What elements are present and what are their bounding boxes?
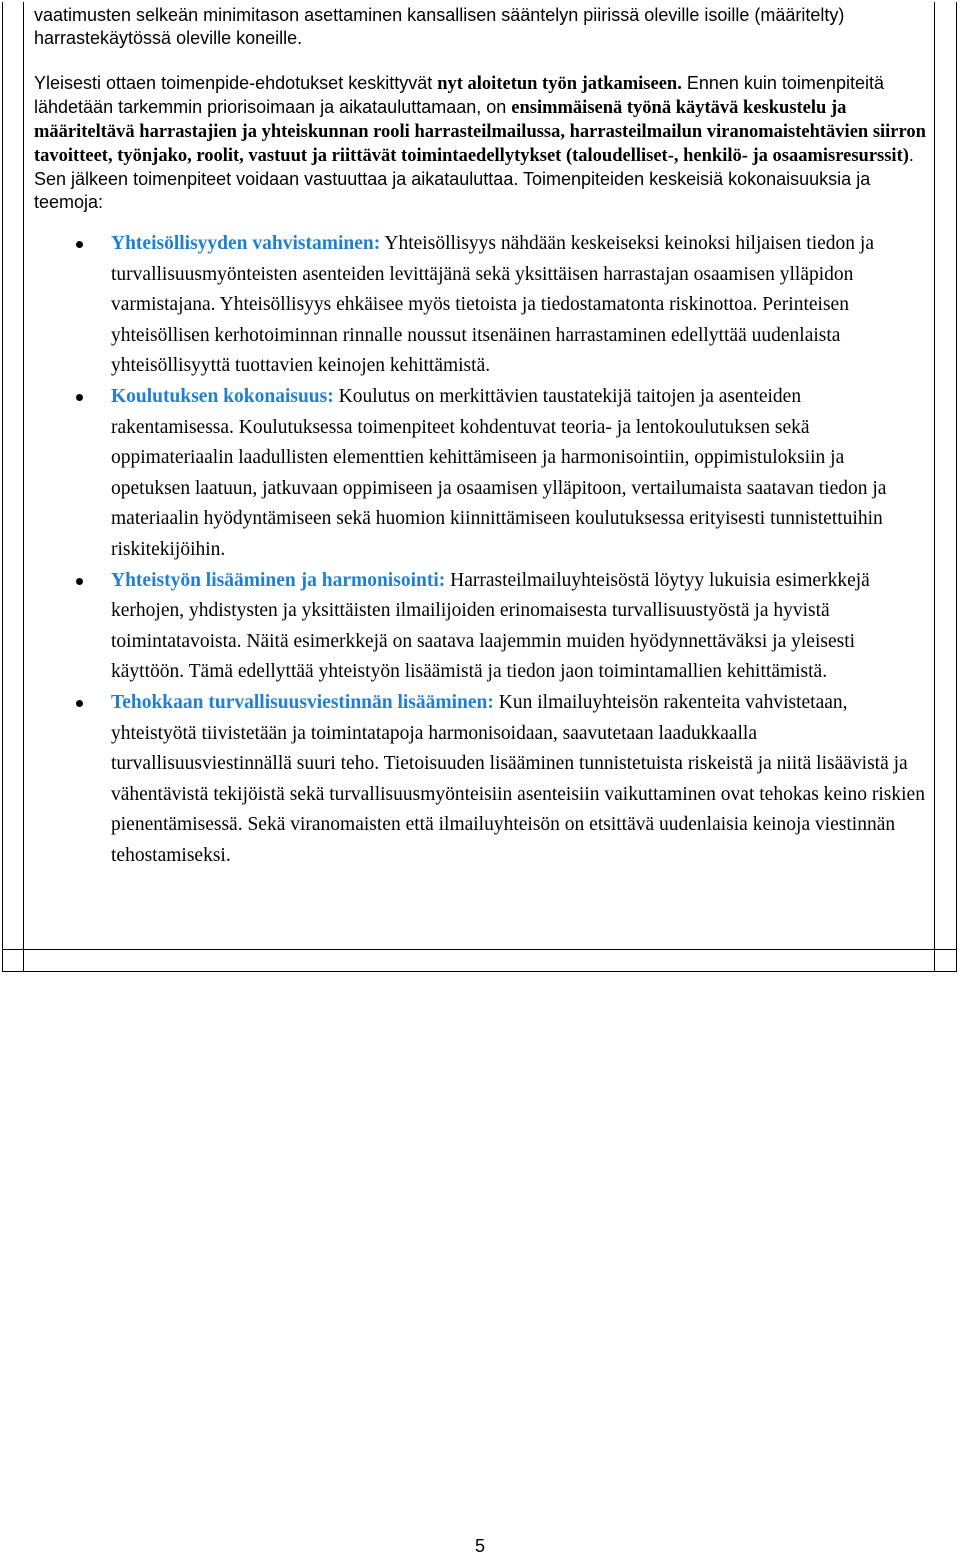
intro-p2-text-e: . Sen jälkeen toimenpiteet voidaan vastuuttaa ja aikatauluttaa. Toimenpiteiden keskeisiä kokonaisuuksia ja teemoja:	[34, 145, 914, 212]
theme-title: Yhteisöllisyyden vahvistaminen:	[111, 233, 381, 254]
themes-list	[34, 229, 926, 871]
table-border-inner-left	[23, 2, 24, 972]
theme-text: Harrasteilmailuyhteisöstä löytyy lukuisia esimerkkejä kerhojen, yhdistysten ja yksittäisten ilmailijoiden erinomaisesta turvallisuustyöstä ja hyvistä toimintatavoista. Näitä esimerkkejä on saatava laajemmin muiden hyödynnettäväksi ja yleisesti käyttöön. Tämä edellyttää yhteistyön lisäämistä ja tiedon jaon toimintamallien kehittämistä.	[111, 569, 870, 683]
theme-title: Tehokkaan turvallisuusviestinnän lisääminen:	[111, 691, 494, 713]
theme-text: Koulutus on merkittävien taustatekijä taitojen ja asenteiden rakentamisessa. Koulutuksessa toimenpiteet kohdentuvat teoria- ja lentokoulutuksen sekä oppimateriaalin laadullisten elementtien kehittämiseen ja harmonisointiin, oppimistuloksiin ja opetuksen laatuun, jatkuvaan oppimiseen ja osaamisen ylläpitoon, vertailumaista saatavan tiedon ja materiaalin hyödyntämiseen sekä huomion kiinnittämiseen koulutuksessa erityisesti tunnistettuihin riskitekijöihin.	[111, 385, 887, 560]
table-border-right	[956, 2, 957, 972]
theme-text: Kun ilmailuyhteisön rakenteita vahvistetaan, yhteistyötä tiivistetään ja toimintatapoja harmonisoidaan, saavutetaan laadukkaalla turvallisuusviestinnällä suuri teho. Tietoisuuden lisääminen tunnistetuista riskeistä ja niitä lisäävistä ja vähentävistä tekijöistä sekä turvallisuusmyönteisiin asenteisiin vaikuttaminen ovat tehokas keino riskien pienentämisessä. Sekä viranomaisten että ilmailuyhteisön on etsittävä uudenlaisia keinoja viestinnän tehostamiseksi.	[111, 691, 925, 866]
table-row-divider	[2, 949, 957, 950]
theme-item	[34, 566, 926, 688]
bullet-icon	[76, 700, 83, 707]
theme-title: Koulutuksen kokonaisuus:	[111, 385, 334, 407]
document-body	[34, 4, 926, 871]
table-border-inner-right	[934, 2, 935, 972]
table-border-bottom	[2, 971, 957, 972]
theme-title: Yhteistyön lisääminen ja harmonisointi:	[111, 569, 446, 591]
intro-paragraph-2	[34, 72, 926, 214]
theme-text: Yhteisöllisyys nähdään keskeiseksi keinoksi hiljaisen tiedon ja turvallisuusmyönteisten asenteiden levittäjänä sekä yksittäisen harrastajan osaamisen ylläpidon varmistajana. Yhteisöllisyys ehkäisee myös tietoista ja tiedostamatonta riskinottoa. Perinteisen yhteisöllisen kerhotoiminnan rinnalle noussut itsenäinen harrastaminen edellyttää uudenlaista yhteisöllisyyttä tuottavien keinojen kehittämistä.	[111, 233, 874, 377]
intro-p2-bold-b: nyt aloitetun työn jatkamiseen.	[437, 74, 682, 94]
intro-p2-text-c: Ennen kuin toimenpiteitä lähdetään tarkemmin priorisoimaan ja aikatauluttamaan, on	[34, 73, 884, 117]
bullet-icon	[76, 394, 83, 401]
theme-item	[34, 382, 926, 566]
bullet-icon	[76, 578, 83, 585]
page-number: 5	[474, 1536, 485, 1556]
bullet-icon	[76, 241, 83, 248]
intro-paragraph-1: vaatimusten selkeän minimitason asettaminen kansallisen sääntelyn piirissä oleville isoille (määritelty) harrastekäytössä oleville koneille.	[34, 5, 845, 48]
theme-item	[34, 229, 926, 382]
intro-p2-text-a: Yleisesti ottaen toimenpide-ehdotukset keskittyvät	[34, 73, 438, 93]
intro-p2-bold-d: ensimmäisenä työnä käytävä keskustelu ja määriteltävä harrastajien ja yhteiskunnan rooli harrasteilmailussa, harrasteilmailun viranomaistehtävien siirron tavoitteet, työnjako, roolit, vastuut ja riittävät toimintaedellytykset (taloudelliset-, henkilö- ja osaamisresurssit)	[34, 98, 926, 166]
theme-item	[34, 688, 926, 872]
table-border-left	[2, 2, 3, 972]
